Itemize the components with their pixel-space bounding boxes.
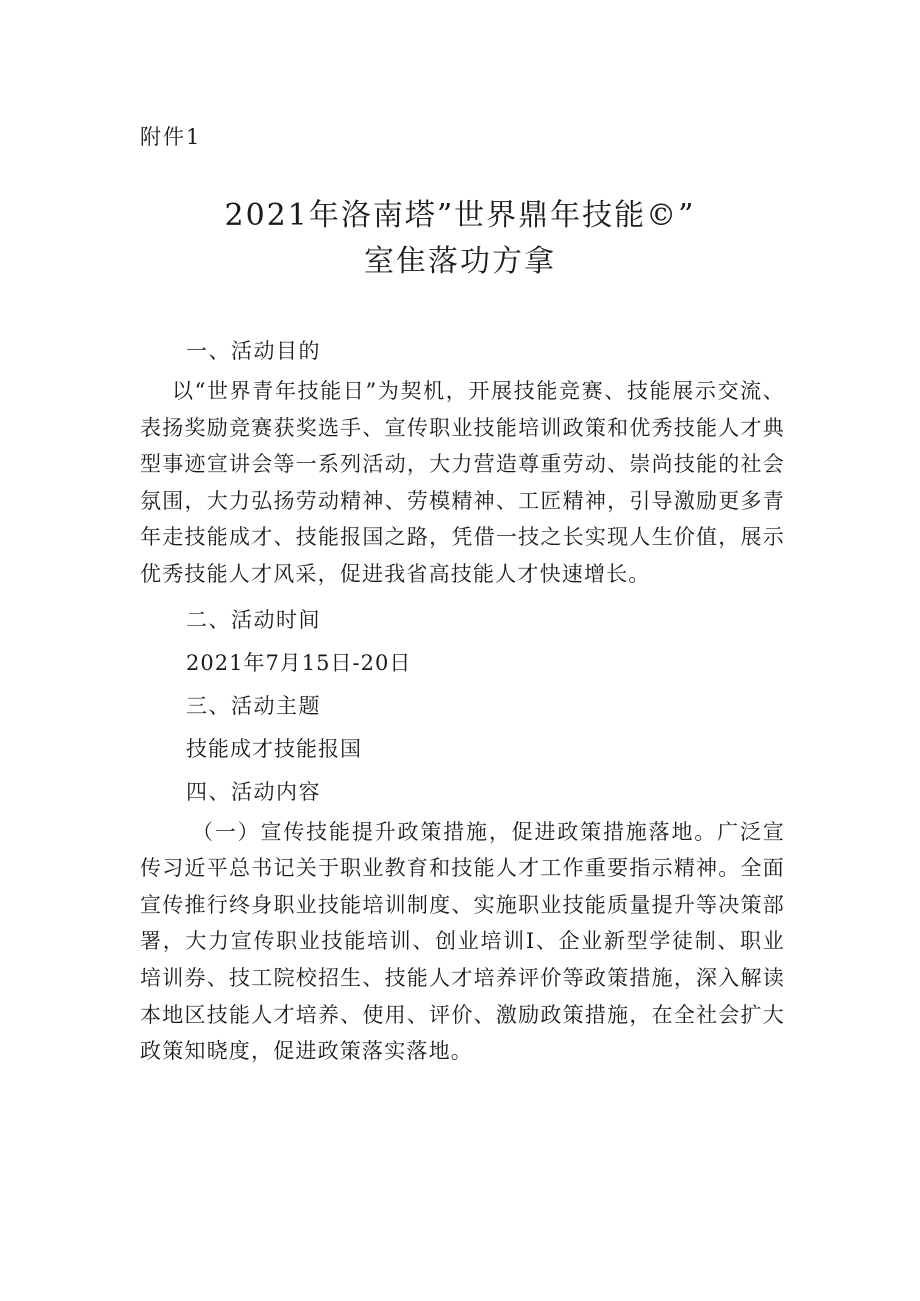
section-1-heading: 一、活动目的 bbox=[186, 339, 321, 363]
section-3-value: 技能成才技能报国 bbox=[186, 736, 362, 761]
annex-label: 附件1 bbox=[140, 125, 202, 149]
section-2-value: 2021年7月15日-20日 bbox=[186, 650, 412, 675]
section-4-item-1: （一）宣传技能提升政策措施，促进政策措施落地。广泛宣传习近平总书记关于职业教育和技能人才工作重要指示精神。全面宣传推行终身职业技能培训制度、实施职业技能质量提升等决策部署，大力宣传职业技能培训、创业培训I、企业新型学徒制、职业培训券、技工院校招生、技能人才培养评价等政策措施，深入解读本地区技能人才培养、使用、评价、激励政策措施，在全社会扩大政策知晓度，促进政策落实落地。 bbox=[140, 819, 785, 1064]
section-2-heading: 二、活动时间 bbox=[186, 607, 321, 632]
title-line-1: 2021年洛南塔”世界鼎年技能©” bbox=[224, 198, 696, 233]
section-3-heading: 三、活动主题 bbox=[186, 693, 321, 718]
title-line-2: 室隹落功方拿 bbox=[364, 244, 556, 279]
document-title bbox=[0, 193, 920, 285]
section-4-heading: 四、活动内容 bbox=[186, 779, 321, 804]
document-body bbox=[140, 330, 785, 1070]
section-1-paragraph: 以“世界青年技能日”为契机，开展技能竞赛、技能展示交流、表扬奖励竞赛获奖选手、宣传职业技能培训政策和优秀技能人才典型事迹宣讲会等一系列活动，大力营造尊重劳动、崇尚技能的社会氛围，大力弘扬劳动精神、劳模精神、工匠精神，引导激励更多青年走技能成才、技能报国之路，凭借一技之长实现人生价值，展示优秀技能人才风采，促进我省高技能人才快速增长。 bbox=[140, 379, 785, 586]
